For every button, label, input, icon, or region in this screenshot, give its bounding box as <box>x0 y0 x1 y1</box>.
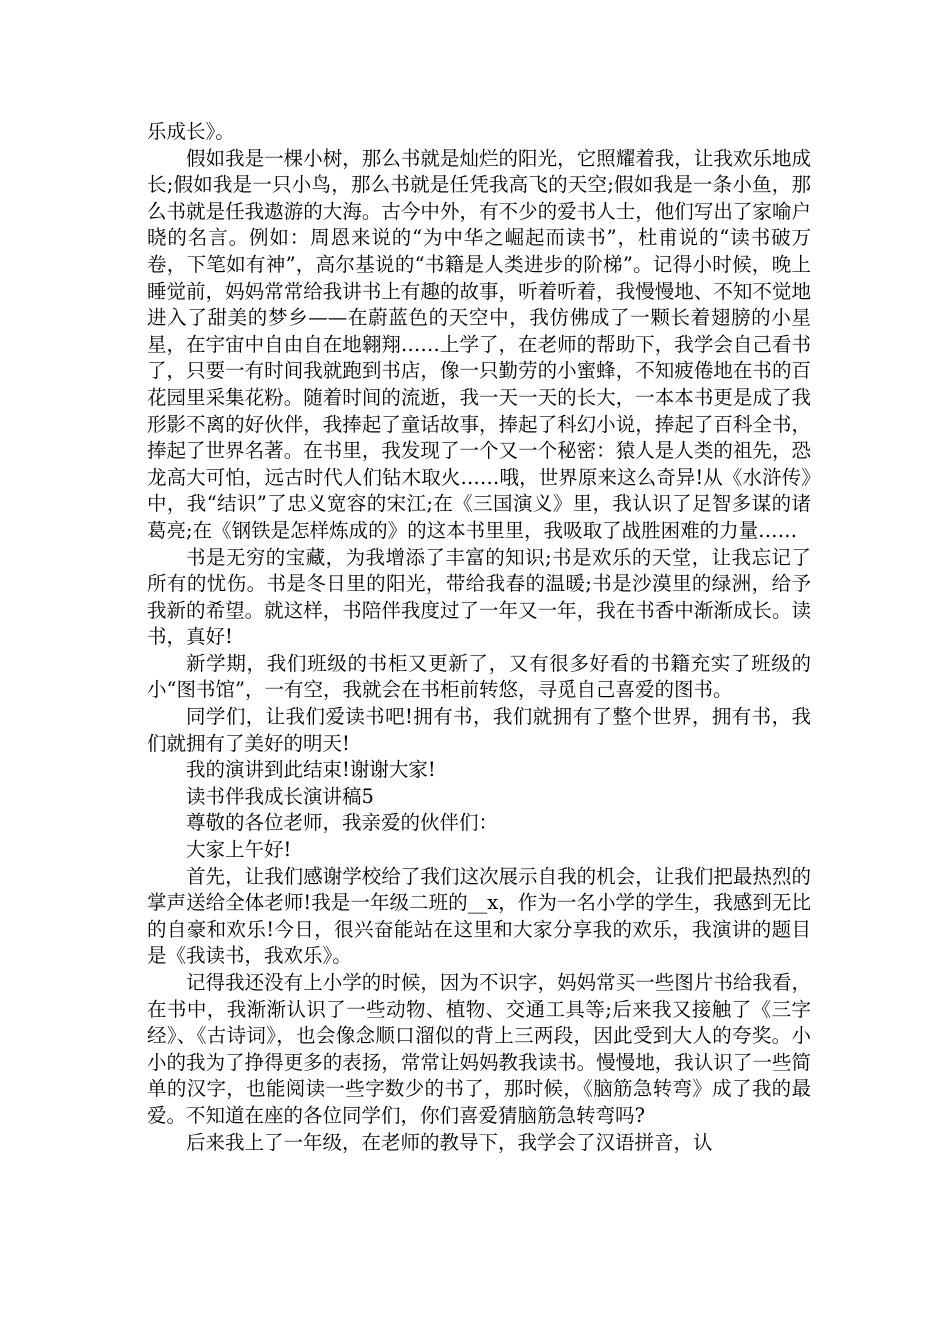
paragraph-continuation: 乐成长》。 <box>147 120 235 143</box>
document-page <box>147 119 811 1156</box>
paragraph-books-growth: 假如我是一棵小树，那么书就是灿烂的阳光，它照耀着我，让我欢乐地成长;假如我是一只小鸟，那么书就是任凭我高飞的天空;假如我是一条小鱼，那么书就是任我遨游的大海。古今中外，有不少的爱书人士，他们写出了家喻户晓的名言。例如：周恩来说的“为中华之崛起而读书”，杜甫说的“读书破万卷，下笔如有神”，高尔基说的“书籍是人类进步的阶梯”。记得小时候，晚上睡觉前，妈妈常常给我讲书上有趣的故事，听着听着，我慢慢地、不知不觉地进入了甜美的梦乡——在蔚蓝色的天空中，我仿佛成了一颗长着翅膀的小星星，在宇宙中自由自在地翱翔……上学了，在老师的帮助下，我学会自己看书了，只要一有时间我就跑到书店，像一只勤劳的小蜜蜂，不知疲倦地在书的百花园里采集花粉。随着时间的流逝，我一天一天的长大，一本本书更是成了我形影不离的好伙伴，我捧起了童话故事，捧起了科幻小说，捧起了百科全书，捧起了世界名著。在书里，我发现了一个又一个秘密：猿人是人类的祖先，恐龙高大可怕，远古时代人们钻木取火……哦，世界原来这么奇异!从《水浒传》中，我“结识”了忠义宽容的宋江;在《三国演义》里，我认识了足智多谋的诸葛亮;在《钢铁是怎样炼成的》的这本书里里，我吸取了战胜困难的力量…… <box>147 146 811 542</box>
paragraph-early-reading: 记得我还没有上小学的时候，因为不识字，妈妈常买一些图片书给我看，在书中，我渐渐认识了一些动物、植物、交通工具等;后来我又接触了《三字经》、《古诗词》，也会像念顺口溜似的背上三两段，因此受到大人的夸奖。小小的我为了挣得更多的表扬，常常让妈妈教我读书。慢慢地，我认识了一些简单的汉字，也能阅读一些字数少的书了，那时候，《脑筋急转弯》成了我的最爱。不知道在座的各位同学们，你们喜爱猜脑筋急转弯吗? <box>147 971 811 1127</box>
paragraph-books-treasure: 书是无穷的宝藏，为我增添了丰富的知识;书是欢乐的天堂，让我忘记了所有的忧伤。书是冬日里的阳光，带给我春的温暖;书是沙漠里的绿洲，给予我新的希望。就这样，书陪伴我度过了一年又一年，我在书香中渐渐成长。读书，真好! <box>147 545 811 649</box>
salutation: 尊敬的各位老师，我亲爱的伙伴们： <box>186 811 499 835</box>
paragraph-closing: 我的演讲到此结束!谢谢大家! <box>186 758 436 782</box>
speech-title: 读书伴我成长演讲稿5 <box>186 784 374 808</box>
paragraph-first-grade: 后来我上了一年级，在老师的教导下，我学会了汉语拼音，认 <box>186 1130 713 1154</box>
paragraph-new-semester: 新学期，我们班级的书柜又更新了，又有很多好看的书籍充实了班级的小“图书馆”，一有空，我就会在书柜前转悠，寻觅自己喜爱的图书。 <box>147 651 811 702</box>
paragraph-call-to-read: 同学们，让我们爱读书吧!拥有书，我们就拥有了整个世界，拥有书，我们就拥有了美好的明天! <box>147 705 811 755</box>
paragraph-introduction: 首先，让我们感谢学校给了我们这次展示自我的机会，让我们把最热烈的掌声送给全体老师!我是一年级二班的__x，作为一名小学的学生，我感到无比的自豪和欢乐!今日，很兴奋能站在这里和大家分享我的欢乐，我演讲的题目是《我读书，我欢乐》。 <box>147 864 811 968</box>
greeting: 大家上午好! <box>186 838 292 862</box>
